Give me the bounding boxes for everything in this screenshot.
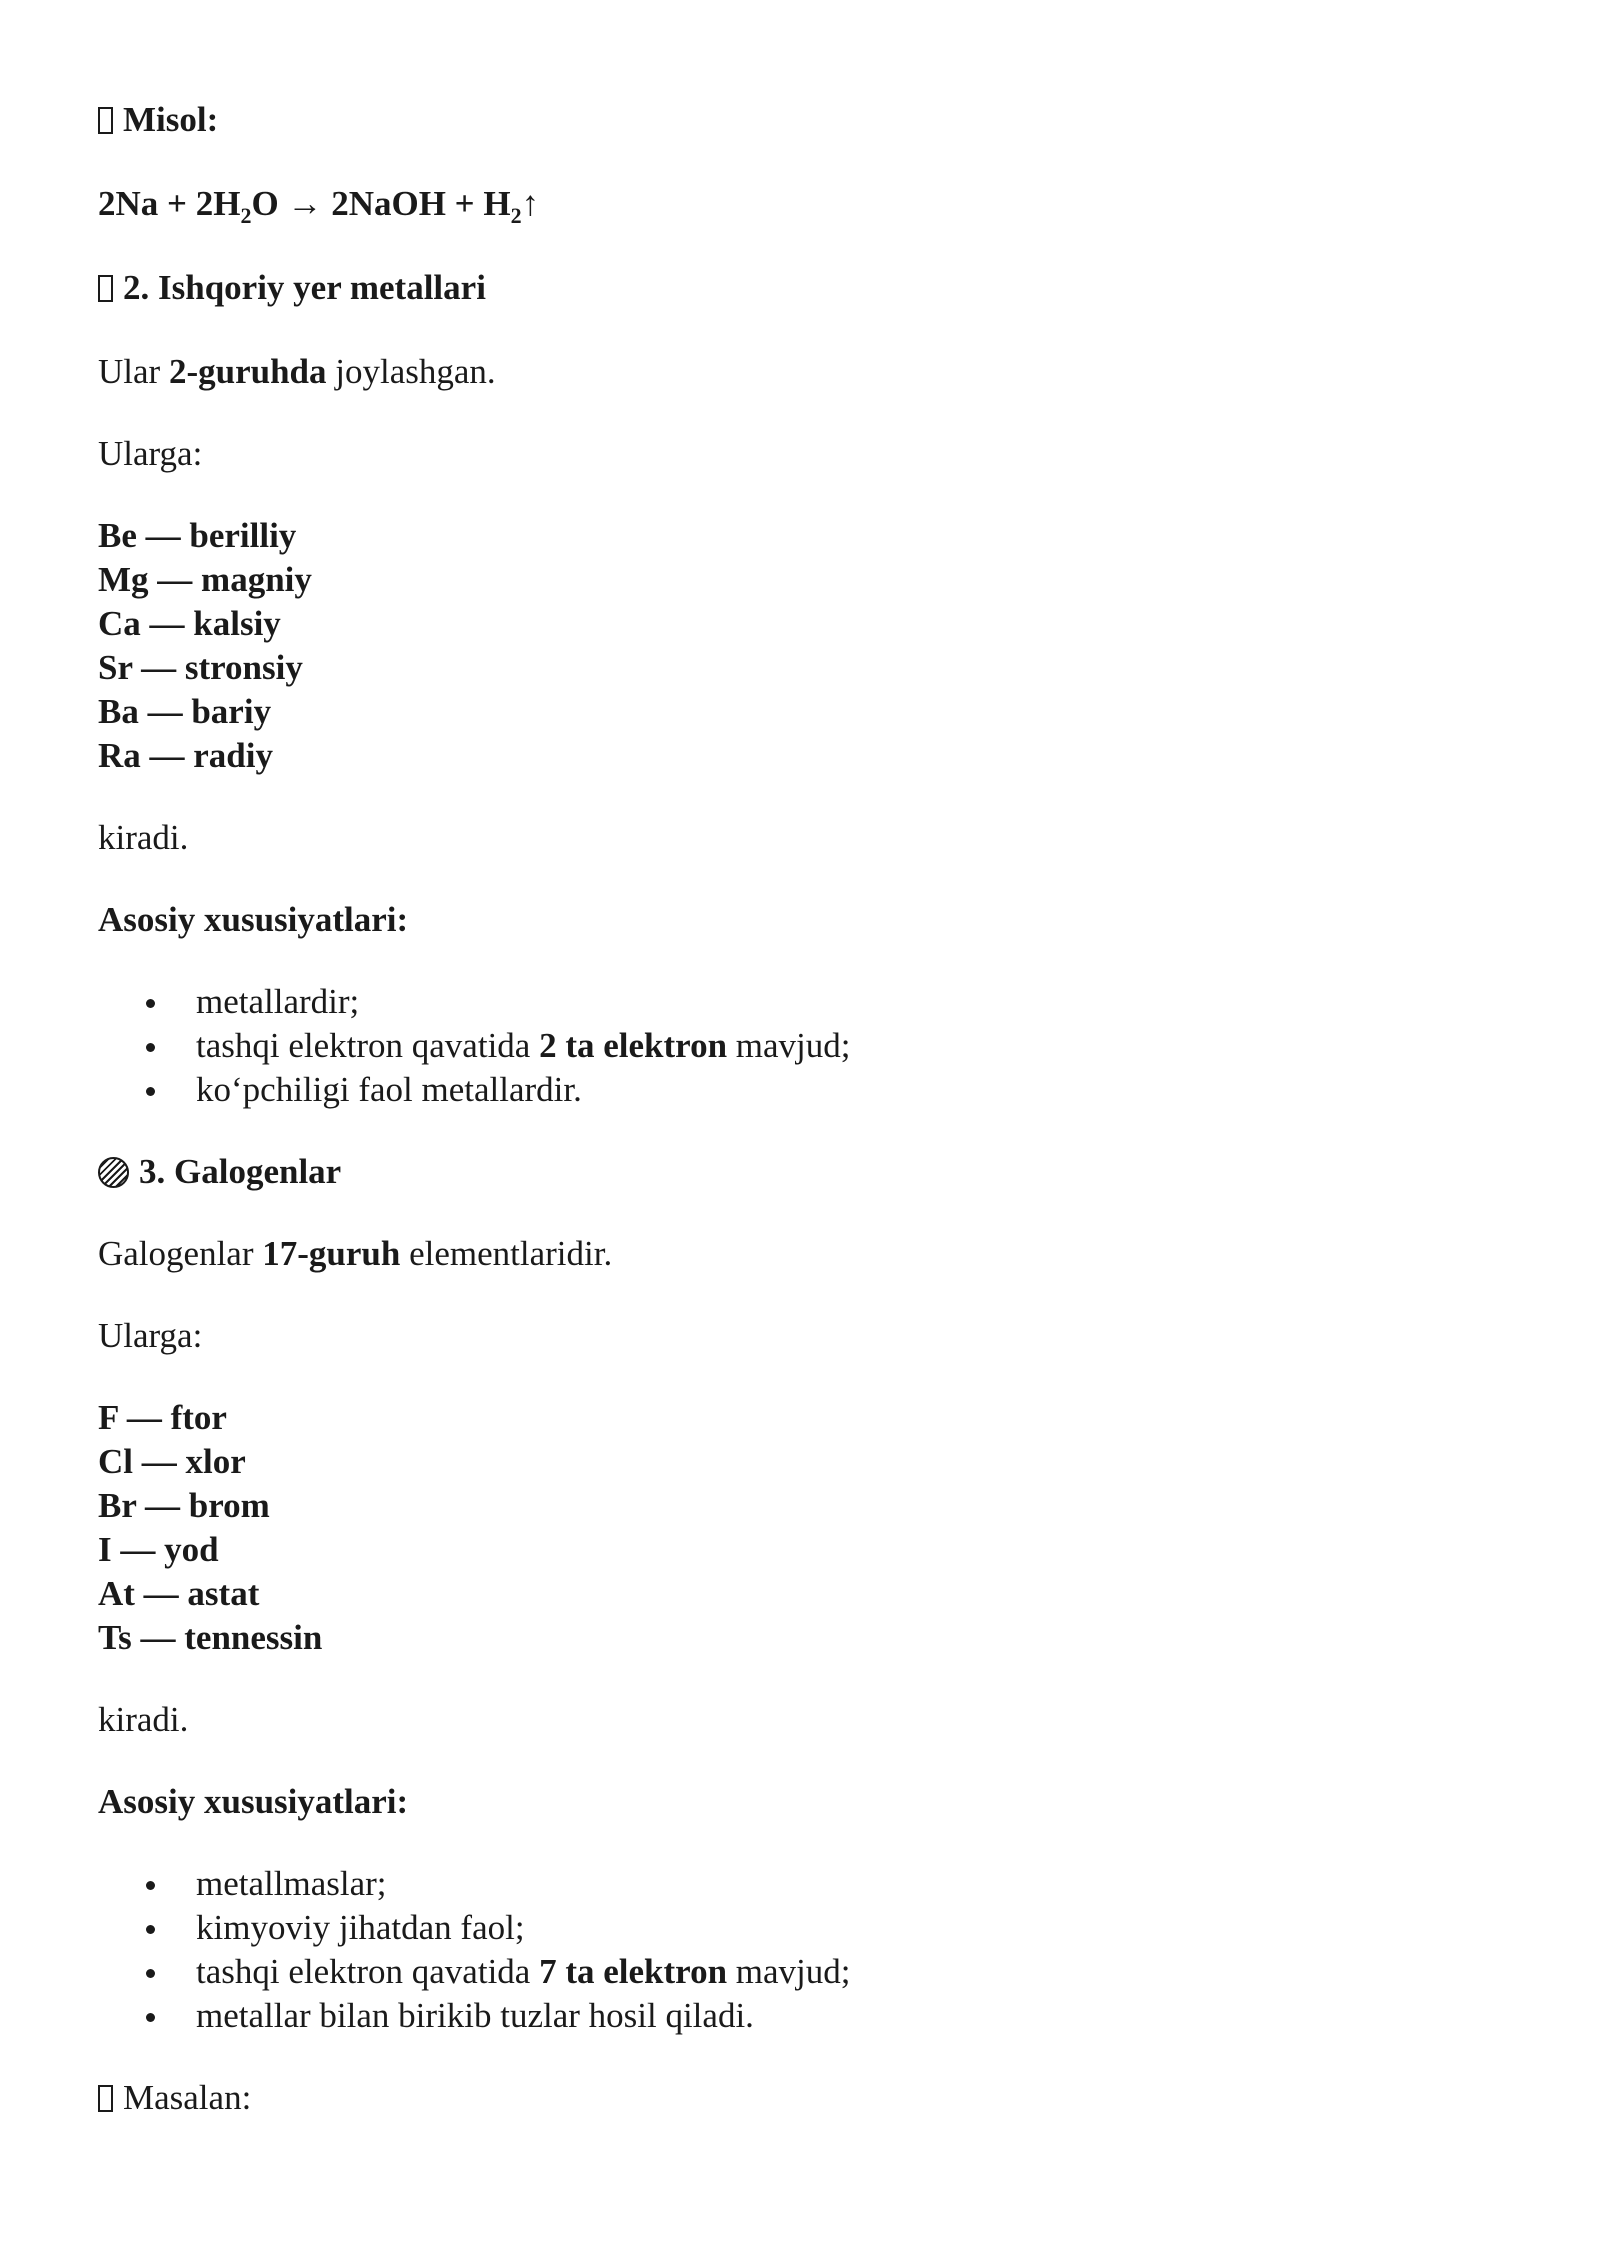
intro-bold: 17-guruh — [262, 1234, 401, 1273]
list-item-bold: 7 ta elektron — [539, 1952, 728, 1991]
section-3-element-list — [98, 1396, 1498, 1660]
reaction-equation — [98, 182, 1498, 226]
hatched-circle-icon — [98, 1157, 129, 1188]
element-row: Sr — stronsiy — [98, 648, 303, 687]
element-row: Ba — bariy — [98, 692, 272, 731]
gas-arrow-icon: ↑ — [521, 184, 540, 223]
list-item — [98, 1068, 1498, 1112]
missing-glyph-icon — [98, 275, 113, 302]
element-row: Mg — magniy — [98, 560, 312, 599]
intro-text: Galogenlar — [98, 1234, 263, 1273]
list-item-text: mavjud; — [727, 1026, 851, 1065]
intro-text: joylashgan. — [326, 352, 496, 391]
misol-heading — [98, 98, 1498, 142]
section-3-heading — [98, 1150, 1498, 1194]
intro-text: Ular — [98, 352, 169, 391]
section-3-heading-text: 3. Galogenlar — [139, 1152, 342, 1191]
element-row: Ts — tennessin — [98, 1618, 323, 1657]
intro-text: elementlaridir. — [400, 1234, 613, 1273]
list-item — [98, 1862, 1498, 1906]
list-item — [98, 1950, 1498, 1994]
list-item-text: metallar bilan birikib tuzlar hosil qiladi. — [196, 1996, 754, 2035]
section-2-intro — [98, 350, 1498, 394]
element-row: Br — brom — [98, 1486, 270, 1525]
section-3-ularga: Ularga: — [98, 1316, 203, 1355]
list-item-text: mavjud; — [727, 1952, 851, 1991]
element-row: I — yod — [98, 1530, 219, 1569]
section-2-kiradi: kiradi. — [98, 818, 189, 857]
section-2-props-list — [98, 980, 1498, 1112]
element-row: Ra — radiy — [98, 736, 273, 775]
section-2-element-list — [98, 514, 1498, 778]
section-3-props-list — [98, 1862, 1498, 2038]
equation-subscript: 2 — [240, 203, 252, 228]
list-item — [98, 1024, 1498, 1068]
missing-glyph-icon — [98, 2085, 113, 2112]
element-row: At — astat — [98, 1574, 260, 1613]
list-item-text: tashqi elektron qavatida — [196, 1026, 540, 1065]
section-2-heading-text: 2. Ishqoriy yer metallari — [123, 268, 486, 307]
list-item-text: ko‘pchiligi faol metallardir. — [196, 1070, 582, 1109]
intro-bold: 2-guruhda — [168, 352, 327, 391]
equation-part: 2Na + 2H — [98, 184, 241, 223]
document-page — [98, 98, 1498, 2120]
element-row: Ca — kalsiy — [98, 604, 281, 643]
masalan-text: Masalan: — [123, 2078, 252, 2117]
list-item-text: kimyoviy jihatdan faol; — [196, 1908, 525, 1947]
section-2-heading — [98, 266, 1498, 310]
equation-subscript: 2 — [510, 203, 522, 228]
element-row: Cl — xlor — [98, 1442, 246, 1481]
list-item — [98, 1994, 1498, 2038]
arrow-icon: → — [287, 184, 323, 223]
list-item — [98, 980, 1498, 1024]
equation-part: 2NaOH + H — [322, 184, 511, 223]
list-item — [98, 1906, 1498, 1950]
missing-glyph-icon — [98, 107, 113, 134]
misol-heading-text: Misol: — [123, 100, 219, 139]
list-item-text: metallmaslar; — [196, 1864, 387, 1903]
section-2-props-heading: Asosiy xususiyatlari: — [98, 900, 409, 939]
masalan-label — [98, 2076, 1498, 2120]
equation-part: O — [251, 184, 288, 223]
list-item-bold: 2 ta elektron — [539, 1026, 728, 1065]
element-row: F — ftor — [98, 1398, 227, 1437]
element-row: Be — berilliy — [98, 516, 297, 555]
section-2-ularga: Ularga: — [98, 434, 203, 473]
section-3-kiradi: kiradi. — [98, 1700, 189, 1739]
list-item-text: metallardir; — [196, 982, 360, 1021]
list-item-text: tashqi elektron qavatida — [196, 1952, 540, 1991]
section-3-props-heading: Asosiy xususiyatlari: — [98, 1782, 409, 1821]
section-3-intro — [98, 1232, 1498, 1276]
